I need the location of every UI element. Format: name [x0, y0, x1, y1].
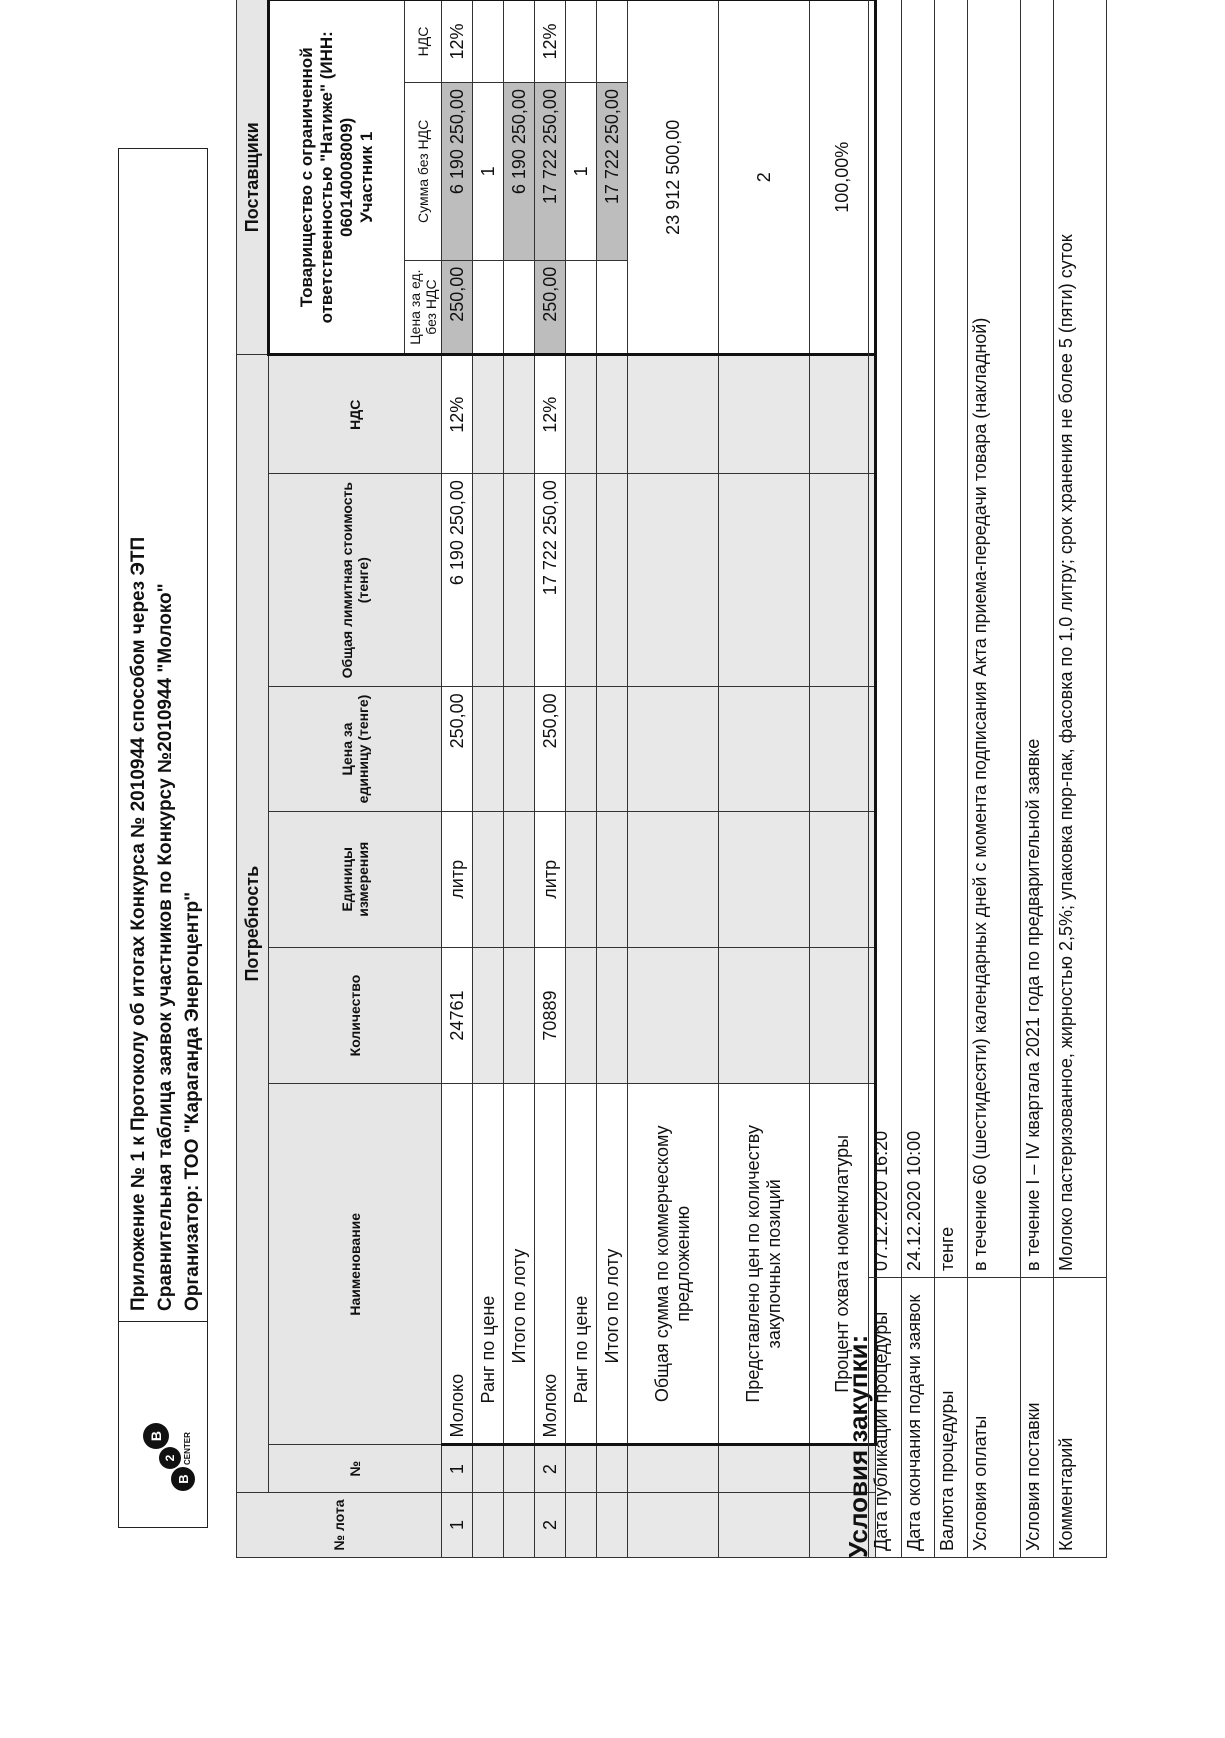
item-qty: 70889	[535, 947, 566, 1083]
header-lot-no: № лота	[237, 1492, 442, 1557]
item-unit: литр	[442, 811, 473, 947]
commercial-total-label: Общая сумма по коммерческому предложению	[628, 1084, 719, 1445]
condition-value: тенге	[935, 0, 968, 1278]
item-number: 1	[442, 1445, 473, 1492]
lot-total-value: 17 722 250,00	[597, 83, 628, 261]
condition-label: Комментарий	[1054, 1278, 1107, 1558]
commercial-total-value: 23 912 500,00	[628, 0, 719, 355]
comparison-table	[236, 0, 877, 1558]
participant-label: Участник 1	[357, 131, 376, 223]
title-line-1: Приложение № 1 к Протоколу об итогах Конкурса № 2010944 способом через ЭТП	[128, 536, 149, 1311]
header-supplier-vat: НДС	[405, 0, 442, 83]
table-row	[535, 0, 566, 1558]
header-price: Цена за единицу (тенге)	[269, 687, 442, 811]
condition-row	[902, 0, 935, 1558]
lot-total-value: 6 190 250,00	[504, 83, 535, 261]
table-row	[719, 0, 810, 1558]
table-row	[810, 0, 876, 1558]
condition-label: Условия оплаты	[968, 1278, 1021, 1558]
header-name: Наименование	[269, 1084, 442, 1445]
coverage-label: Процент охвата номенклатуры	[810, 1084, 876, 1445]
item-name: Молоко	[535, 1084, 566, 1445]
supplier-sum: 6 190 250,00	[442, 83, 473, 261]
condition-row	[869, 0, 902, 1558]
rank-value: 1	[566, 83, 597, 261]
item-name: Молоко	[442, 1084, 473, 1445]
positions-value: 2	[719, 0, 810, 355]
item-number: 2	[535, 1445, 566, 1492]
conditions-title: Условия закупки:	[843, 1334, 873, 1558]
condition-label: Дата публикации процедуры	[869, 1278, 902, 1558]
header-supplier-sum: Сумма без НДС	[405, 83, 442, 261]
table-row	[597, 0, 628, 1558]
table-row	[473, 0, 504, 1558]
condition-value: в течение 60 (шестидесяти) календарных дней с момента подписания Акта приема-передачи товара (накладной)	[968, 0, 1021, 1278]
condition-value: 07.12.2020 16:20	[869, 0, 902, 1278]
coverage-value: 100,00%	[810, 0, 876, 355]
header-suppliers: Поставщики	[237, 0, 269, 355]
item-unit: литр	[535, 811, 566, 947]
condition-row	[968, 0, 1021, 1558]
document-header	[118, 148, 208, 1528]
item-vat: 12%	[535, 355, 566, 474]
supplier-name: Товарищество с ограниченной ответственностью "Натиже" (ИНН: 060140008009)	[297, 31, 356, 324]
header-qty: Количество	[269, 947, 442, 1083]
header-unit: Единицы измерения	[269, 811, 442, 947]
title-line-2: Сравнительная таблица заявок участников по Конкурсу №2010944 "Молоко"	[155, 583, 176, 1311]
item-price: 250,00	[442, 687, 473, 811]
supplier-unit-price: 250,00	[442, 260, 473, 355]
item-total: 17 722 250,00	[535, 474, 566, 687]
b2b-center-logo: B 2 B CENTER	[119, 1321, 207, 1527]
item-total: 6 190 250,00	[442, 474, 473, 687]
document-title	[119, 527, 207, 1321]
condition-label: Условия поставки	[1021, 1278, 1054, 1558]
condition-label: Дата окончания подачи заявок	[902, 1278, 935, 1558]
rank-value: 1	[473, 83, 504, 261]
supplier-name-cell	[269, 0, 405, 355]
lot-total-label: Итого по лоту	[597, 1084, 628, 1445]
table-row	[628, 0, 719, 1558]
supplier-sum: 17 722 250,00	[535, 83, 566, 261]
condition-label: Валюта процедуры	[935, 1278, 968, 1558]
condition-value: в течение I – IV квартала 2021 года по предварительной заявке	[1021, 0, 1054, 1278]
lot-total-label: Итого по лоту	[504, 1084, 535, 1445]
rank-label: Ранг по цене	[566, 1084, 597, 1445]
supplier-unit-price: 250,00	[535, 260, 566, 355]
table-row	[442, 0, 473, 1558]
condition-row	[1054, 0, 1107, 1558]
condition-row	[935, 0, 968, 1558]
condition-value: 24.12.2020 10:00	[902, 0, 935, 1278]
header-need: Потребность	[237, 355, 269, 1492]
condition-row	[1021, 0, 1054, 1558]
header-no: №	[269, 1445, 442, 1492]
supplier-vat: 12%	[442, 0, 473, 83]
condition-value: Молоко пастеризованное, жирностью 2,5%; упаковка пюр-пак, фасовка по 1,0 литру; срок хранения не более 5 (пяти) суток	[1054, 0, 1107, 1278]
positions-label: Представлено цен по количеству закупочных позиций	[719, 1084, 810, 1445]
header-total-limit: Общая лимитная стоимость (тенге)	[269, 474, 442, 687]
supplier-vat: 12%	[535, 0, 566, 83]
item-price: 250,00	[535, 687, 566, 811]
header-supplier-unit-price: Цена за ед. без НДС	[405, 260, 442, 355]
lot-number: 2	[535, 1492, 566, 1557]
item-vat: 12%	[442, 355, 473, 474]
header-vat: НДС	[269, 355, 442, 474]
table-row	[504, 0, 535, 1558]
item-qty: 24761	[442, 947, 473, 1083]
lot-number: 1	[442, 1492, 473, 1557]
table-row	[566, 0, 597, 1558]
rank-label: Ранг по цене	[473, 1084, 504, 1445]
conditions-table	[868, 0, 1107, 1558]
title-line-3: Организатор: ТОО "Караганда Энергоцентр"	[182, 891, 203, 1311]
logo-caption: CENTER	[183, 1432, 192, 1465]
